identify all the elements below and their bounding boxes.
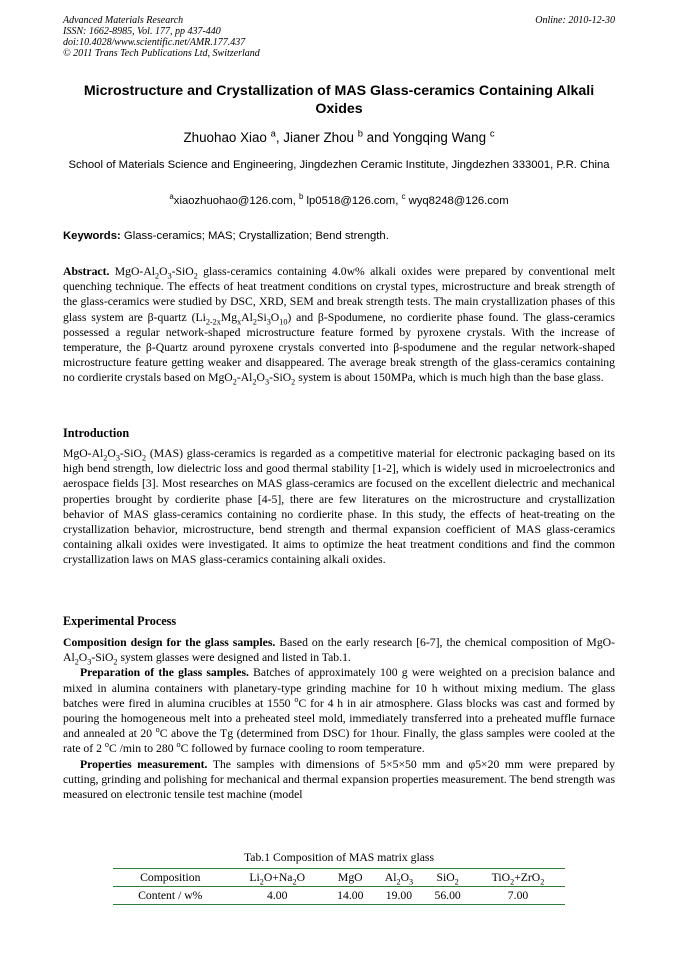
text: Batches of approximately 100 g were weighted on a precision balance and mixed in alumina containers with planetary-type grinding machine for 10 h without mixing medium. The glass batches were fired in alumina crucibles at 1550	[63, 666, 615, 710]
text: system glasses were designed and listed in Tab.1.	[117, 651, 351, 665]
subscript: 3	[87, 657, 92, 667]
text: O	[78, 651, 88, 665]
text: +ZrO	[514, 871, 541, 884]
subscript: 2	[510, 877, 515, 887]
text: -Al	[236, 371, 253, 385]
subscript: 2	[396, 877, 401, 887]
text: -SiO	[119, 447, 142, 460]
text: O	[296, 871, 306, 884]
degree-mark: o	[294, 694, 299, 704]
author-mark: c	[489, 128, 495, 139]
keywords	[63, 229, 615, 243]
text: C for 4 h in air atmosphere. Glass blocks was cast and formed by pouring the homogeneous melt into a preheated steel mold, immediately transferred into a preheated muffle furnace and annealed at 20	[63, 696, 615, 741]
text: O+Na	[263, 871, 293, 884]
text: Al	[384, 871, 397, 884]
table-header-row	[113, 869, 565, 887]
paragraph-preparation	[63, 665, 615, 756]
email-mark: a	[169, 192, 174, 202]
paragraph-label: Preparation of the glass samples.	[80, 666, 249, 680]
subscript: 2	[291, 377, 296, 387]
text: O	[107, 447, 116, 460]
table-cell: 19.00	[374, 887, 424, 905]
text: O	[256, 371, 265, 385]
subscript: 3	[409, 877, 414, 887]
subscript: 2	[252, 377, 257, 387]
table-cell: 56.00	[424, 887, 471, 905]
journal-doi: doi:10.4028/www.scientific.net/AMR.177.437	[63, 37, 246, 48]
section-heading-experimental: Experimental Process	[63, 614, 177, 628]
journal-name: Advanced Materials Research	[63, 15, 184, 26]
subscript: 2	[142, 453, 147, 463]
paragraph-composition	[63, 635, 615, 665]
table-cell: 14.00	[327, 887, 374, 905]
text: Si	[256, 310, 267, 324]
subscript: 2	[74, 657, 79, 667]
subscript: 3	[115, 453, 120, 463]
table-header-cell	[374, 869, 424, 887]
paper-title: Microstructure and Crystallization of MAS Glass-ceramics Containing Alkali Oxides	[83, 83, 595, 117]
text: MgO-Al	[109, 265, 156, 278]
subscript: 3	[266, 316, 271, 326]
table-cell: 7.00	[471, 887, 565, 905]
email-mark: c	[401, 192, 406, 202]
degree-mark: o	[176, 740, 181, 750]
subscript: 2	[155, 271, 160, 281]
subscript: 2	[193, 271, 198, 281]
author-separator: ,	[275, 130, 284, 145]
paragraph-label: Properties measurement.	[80, 757, 208, 771]
author-separator: and	[362, 130, 393, 145]
author-name: Yongqing Wang	[392, 130, 487, 145]
subscript: 2	[292, 877, 297, 887]
text: -SiO	[171, 265, 194, 278]
affiliation: School of Materials Science and Engineering, Jingdezhen Ceramic Institute, Jingdezhen 333001, P.R. China	[68, 159, 610, 171]
text: MgO-Al	[63, 447, 104, 460]
degree-mark: o	[104, 740, 109, 750]
subscript: 2	[252, 316, 257, 326]
author-name: Jianer Zhou	[283, 130, 354, 145]
subscript: 2	[259, 877, 264, 887]
subscript: 2	[540, 877, 545, 887]
text: -SiO	[269, 371, 292, 385]
text: system is about 150MPa, which is much high than the base glass.	[295, 371, 604, 385]
journal-header	[63, 15, 615, 59]
abstract-label: Abstract.	[63, 265, 110, 278]
text: O	[270, 310, 280, 324]
text: (MAS) glass-ceramics is regarded as a competitive material for electronic packaging based on its high bend strength, low dielectric loss and good thermal stability [1-2], which is widely used in microelectronics and aerospace fields [3]. Most researches on MAS glass-ceramics are focused on the excellent dielectric and mechanical properties brought by cordierite phase [4-5], there are few literatures on the microstructure and crystallization behavior of MAS glass-ceramics containing no cordierite phase. In this study, the effects of heat-treating on the crystallization behavior, microstructure, bend strength and thermal expansion coefficient of MAS glass-ceramics containing alkali oxides were investigated. It aims to optimize the heat treatment conditions and find the common crystallization laws on MAS glass-ceramics containing alkali oxides.	[63, 447, 615, 567]
subscript: x	[237, 316, 242, 326]
text: O	[159, 265, 168, 278]
subscript: 2	[113, 657, 118, 667]
subscript: 2	[103, 453, 108, 463]
email-link[interactable]: xiaozhuohao@126.com,	[173, 195, 299, 207]
paragraph-properties	[63, 757, 615, 803]
subscript: 3	[167, 271, 172, 281]
table-header-cell: Composition	[113, 869, 228, 887]
table-header-cell: MgO	[327, 869, 374, 887]
journal-issn: ISSN: 1662-8985, Vol. 177, pp 437-440	[63, 26, 221, 37]
text: Based on the early research [6-7], the chemical composition of MgO-Al	[63, 636, 616, 665]
text: Al	[241, 310, 253, 324]
table-header-cell	[424, 869, 471, 887]
degree-mark: o	[155, 725, 160, 735]
author-name: Zhuohao Xiao	[183, 130, 267, 145]
table-caption: Tab.1 Composition of MAS matrix glass	[243, 851, 435, 864]
paragraph-label: Composition design for the glass samples.	[63, 636, 276, 649]
table-header-cell	[471, 869, 565, 887]
text: Mg	[220, 310, 238, 324]
subscript: 3	[264, 377, 270, 387]
text: glass-ceramics containing 4.0w% alkali oxides were prepared by conventional melt quenching technique. The effects of heat treatment conditions on crystal types, microstructure and break strength of the glass-ceramics were studied by DSC, XRD, SEM and break strength tests. The main crystallization phases of this glass system are β-quartz (Li	[63, 265, 615, 324]
subscript: 2	[232, 377, 237, 387]
subscript: 2	[454, 877, 459, 887]
text: ) and β-Spodumene, no cordierite phase found. The glass-ceramics possessed a regular network-shaped microstructure feature formed by pyroxene crystals. With the increase of temperature, the β-Quartz around pyroxene crystals converted into β-spodumene and the regular network-shaped microstructure feature getting weaker and disappeared. The average break strength of the glass-ceramics containing no cordierite crystals based on MgO	[63, 310, 615, 385]
subscript: 10	[279, 316, 288, 326]
table-header-cell	[228, 869, 327, 887]
author-emails	[63, 193, 615, 209]
text: C followed by furnace cooling to room temperature.	[180, 742, 425, 756]
email-link[interactable]: wyq8248@126.com	[405, 195, 509, 207]
text: The samples with dimensions of 5×5×50 mm and φ5×20 mm were prepared by cutting, grinding and polishing for mechanical and thermal expansion properties measurement. The bend strength was measured on electronic tensile test machine (model	[63, 757, 615, 802]
text: -SiO	[91, 651, 114, 665]
composition-table	[113, 868, 565, 905]
table-row-label: Content / w%	[113, 887, 228, 905]
text: SiO	[436, 871, 455, 884]
text: C /min to 280	[108, 742, 177, 756]
email-link[interactable]: lp0518@126.com,	[303, 195, 402, 207]
introduction-paragraph	[63, 446, 615, 568]
author-list	[63, 130, 615, 146]
keywords-label: Keywords:	[63, 230, 121, 242]
email-mark: b	[298, 192, 304, 202]
table-cell: 4.00	[228, 887, 327, 905]
journal-copyright: © 2011 Trans Tech Publications Ltd, Switzerland	[63, 48, 260, 59]
subscript: 2-2x	[205, 316, 221, 326]
author-mark: a	[270, 128, 276, 139]
text: Li	[249, 871, 260, 884]
online-date: Online: 2010-12-30	[535, 15, 615, 26]
text: C above the Tg (determined from DSC) for 1hour. Finally, the glass samples were cooled at the rate of 2	[63, 727, 615, 756]
experimental-section	[63, 635, 615, 802]
author-mark: b	[357, 128, 363, 139]
section-heading-introduction: Introduction	[63, 426, 130, 440]
text: TiO	[491, 871, 511, 884]
text: O	[400, 871, 410, 884]
abstract	[63, 264, 615, 386]
table-row	[113, 887, 565, 905]
keywords-text: Glass-ceramics; MAS; Crystallization; Bend strength.	[120, 230, 389, 242]
